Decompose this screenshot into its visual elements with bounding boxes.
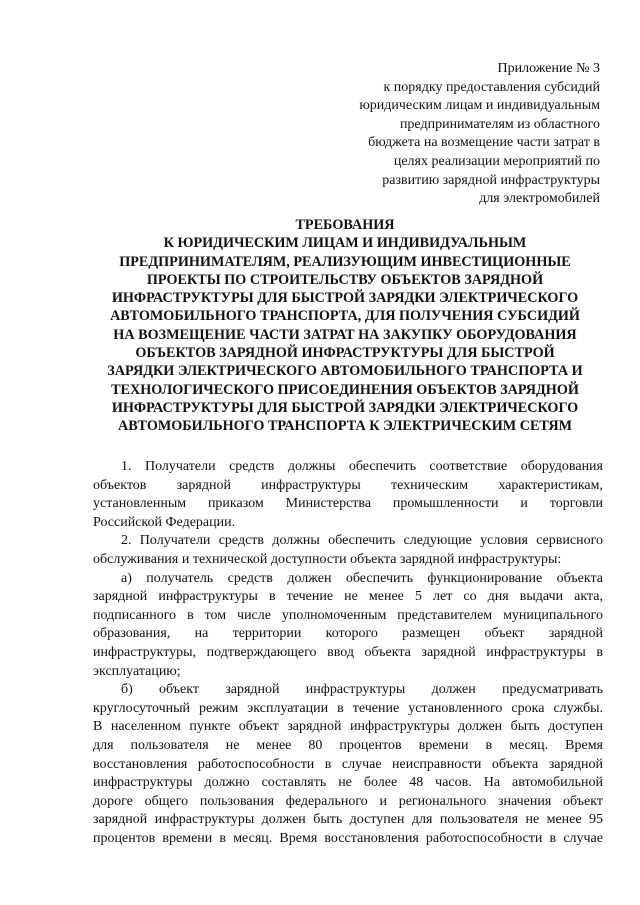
body-line: дороге общего пользования федерального и регионального значения объект <box>93 793 603 809</box>
body-line: подписанного в том числе уполномоченным представителем муниципального <box>93 607 603 623</box>
body-line: восстановления работоспособности в случае неисправности объекта зарядной <box>93 756 603 772</box>
title-line: ЗАРЯДКИ ЭЛЕКТРИЧЕСКОГО АВТОМОБИЛЬНОГО ТРАНСПОРТА И <box>107 363 583 380</box>
title-line: ПРЕДПРИНИМАТЕЛЯМ, РЕАЛИЗУЮЩИМ ИНВЕСТИЦИОННЫЕ <box>119 253 571 270</box>
title-line: ПРОЕКТЫ ПО СТРОИТЕЛЬСТВУ ОБЪЕКТОВ ЗАРЯДНОЙ <box>146 271 544 288</box>
title-line: ИНФРАСТРУКТУРЫ ДЛЯ БЫСТРОЙ ЗАРЯДКИ ЭЛЕКТРИЧЕСКОГО <box>111 290 579 307</box>
body-line: зарядной инфраструктуры должен быть доступен для пользователя не менее 95 <box>93 812 603 828</box>
appendix-line: юридическим лицам и индивидуальным <box>359 98 600 114</box>
body-line: эксплуатацию; <box>93 663 181 679</box>
title-line: ОБЪЕКТОВ ЗАРЯДНОЙ ИНФРАСТРУКТУРЫ ДЛЯ БЫСТРОЙ <box>135 345 555 362</box>
body-line: Российской Федерации. <box>93 514 236 530</box>
title-line: К ЮРИДИЧЕСКИМ ЛИЦАМ И ИНДИВИДУАЛЬНЫМ <box>163 235 527 252</box>
body-line: зарядной инфраструктуры в течение не менее 5 лет со дня выдачи акта, <box>93 589 603 605</box>
title-line: ТРЕБОВАНИЯ <box>295 217 395 233</box>
body-line: инфраструктуры, подтверждающего ввод объекта зарядной инфраструктуры в <box>93 644 603 660</box>
title-line: НА ВОЗМЕЩЕНИЕ ЧАСТИ ЗАТРАТ НА ЗАКУПКУ ОБОРУДОВАНИЯ <box>113 326 577 343</box>
body-line: круглосуточный режим эксплуатации в течение установленного срока службы. <box>93 700 603 716</box>
body-line: образования, на территории которого размещен объект зарядной <box>93 626 603 642</box>
appendix-line: для электромобилей <box>479 191 600 207</box>
body-line: для пользователя не менее 80 процентов времени в месяц. Время <box>93 737 603 753</box>
appendix-line: бюджета на возмещение части затрат в <box>368 135 600 151</box>
appendix-line: развитию зарядной инфраструктуры <box>382 172 600 188</box>
title-line: АВТОМОБИЛЬНОГО ТРАНСПОРТА К ЭЛЕКТРИЧЕСКИМ СЕТЯМ <box>118 418 572 435</box>
appendix-line: к порядку предоставления субсидий <box>383 79 600 95</box>
body-line: 1. Получатели средств должны обеспечить соответствие оборудования <box>121 459 603 474</box>
title-line: ИНФРАСТРУКТУРЫ ДЛЯ БЫСТРОЙ ЗАРЯДКИ ЭЛЕКТРИЧЕСКОГО <box>111 399 579 416</box>
body-line: В населенном пункте объект зарядной инфраструктуры должен быть доступен <box>93 719 603 735</box>
document-title <box>80 216 610 436</box>
body-line: установленным приказом Министерства промышленности и торговли <box>93 496 603 512</box>
body-line: а) получатель средств должен обеспечить функционирование объекта <box>121 570 603 586</box>
body-line: б) объект зарядной инфраструктуры должен предусматривать <box>121 682 603 698</box>
title-line: ТЕХНОЛОГИЧЕСКОГО ПРИСОЕДИНЕНИЯ ОБЪЕКТОВ ЗАРЯДНОЙ <box>111 381 579 398</box>
appendix-note <box>300 60 600 209</box>
body-line: 2. Получатели средств должны обеспечить следующие условия сервисного <box>121 533 603 549</box>
title-line: АВТОМОБИЛЬНОГО ТРАНСПОРТА, ДЛЯ ПОЛУЧЕНИЯ СУБСИДИЙ <box>110 308 580 325</box>
appendix-line: целях реализации мероприятий по <box>393 153 600 169</box>
body-line: обслуживания и технической доступности объекта зарядной инфраструктуры: <box>93 551 562 567</box>
body-line: процентов времени в месяц. Время восстановления работоспособности в случае <box>93 830 603 846</box>
body-line: объектов зарядной инфраструктуры техническим характеристикам, <box>93 477 603 493</box>
document-body <box>93 458 603 848</box>
appendix-line: Приложение № 3 <box>497 61 600 76</box>
appendix-line: предпринимателям из областного <box>399 116 600 132</box>
body-line: инфраструктуры должно составлять не более 48 часов. На автомобильной <box>93 775 603 791</box>
